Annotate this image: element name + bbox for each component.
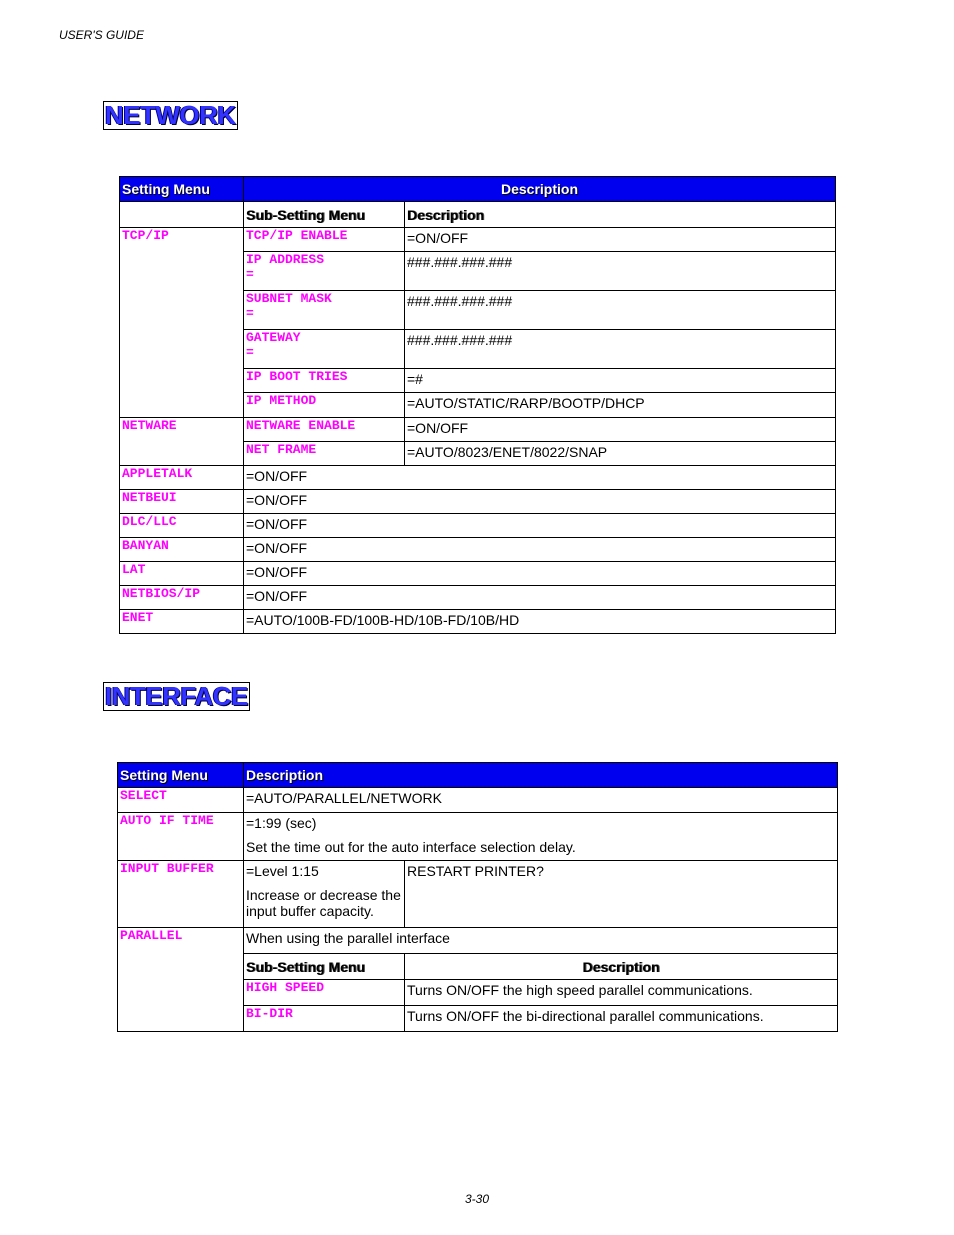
page-number: 3-30 bbox=[465, 1192, 490, 1206]
menu-banyan: BANYAN bbox=[120, 538, 244, 562]
desc-restart-printer: RESTART PRINTER? bbox=[405, 861, 838, 928]
menu-enet: ENET bbox=[120, 610, 244, 634]
desc-netbeui: =ON/OFF bbox=[244, 490, 836, 514]
table-row bbox=[120, 538, 836, 562]
submenu-net-frame: NET FRAME bbox=[244, 442, 405, 466]
desc-netbios-ip: =ON/OFF bbox=[244, 586, 836, 610]
menu-netbeui: NETBEUI bbox=[120, 490, 244, 514]
table-row bbox=[118, 861, 838, 928]
submenu-subnet-mask: SUBNET MASK = bbox=[244, 291, 405, 330]
desc-ip-boot-tries: =# bbox=[405, 369, 836, 393]
menu-netbios-ip: NETBIOS/IP bbox=[120, 586, 244, 610]
table-row bbox=[120, 490, 836, 514]
desc-ip-method: =AUTO/STATIC/RARP/BOOTP/DHCP bbox=[405, 393, 836, 418]
desc-gateway: ###.###.###.### bbox=[405, 330, 836, 369]
desc-tcpip-enable: =ON/OFF bbox=[405, 228, 836, 252]
network-table-header bbox=[120, 177, 836, 202]
submenu-ip-method: IP METHOD bbox=[244, 393, 405, 418]
network-subheader-row bbox=[120, 202, 836, 228]
submenu-gateway: GATEWAY = bbox=[244, 330, 405, 369]
menu-select: SELECT bbox=[118, 788, 244, 813]
menu-parallel: PARALLEL bbox=[118, 928, 244, 1032]
menu-tcpip: TCP/IP bbox=[120, 228, 244, 418]
setting-menu-header: Setting Menu bbox=[118, 763, 244, 788]
menu-dlc-llc: DLC/LLC bbox=[120, 514, 244, 538]
interface-table-header bbox=[118, 763, 838, 788]
table-row bbox=[120, 418, 836, 442]
menu-input-buffer: INPUT BUFFER bbox=[118, 861, 244, 928]
table-row bbox=[120, 514, 836, 538]
desc-enet: =AUTO/100B-FD/100B-HD/10B-FD/10B/HD bbox=[244, 610, 836, 634]
desc-bi-dir: Turns ON/OFF the bi-directional parallel communications. bbox=[405, 1006, 838, 1032]
table-row bbox=[120, 228, 836, 252]
menu-lat: LAT bbox=[120, 562, 244, 586]
running-header: USER'S GUIDE bbox=[59, 28, 144, 42]
desc-net-frame: =AUTO/8023/ENET/8022/SNAP bbox=[405, 442, 836, 466]
setting-menu-header: Setting Menu bbox=[120, 177, 244, 202]
submenu-bi-dir: BI-DIR bbox=[244, 1006, 405, 1032]
table-row bbox=[118, 813, 838, 861]
sub-setting-menu-header: Sub-Setting Menu bbox=[244, 202, 405, 228]
table-row bbox=[120, 466, 836, 490]
menu-appletalk: APPLETALK bbox=[120, 466, 244, 490]
interface-settings-table bbox=[117, 762, 838, 1032]
interface-section-title: INTERFACE bbox=[105, 681, 248, 711]
table-row bbox=[118, 788, 838, 813]
desc-input-buffer: =Level 1:15 Increase or decrease the input buffer capacity. bbox=[244, 861, 405, 928]
desc-auto-if-time: =1:99 (sec) Set the time out for the auto interface selection delay. bbox=[244, 813, 838, 861]
network-settings-table bbox=[119, 176, 836, 634]
desc-banyan: =ON/OFF bbox=[244, 538, 836, 562]
network-section-title: NETWORK bbox=[105, 100, 236, 130]
desc-ip-address: ###.###.###.### bbox=[405, 252, 836, 291]
sub-description-header: Description bbox=[405, 202, 836, 228]
desc-lat: =ON/OFF bbox=[244, 562, 836, 586]
table-row bbox=[120, 562, 836, 586]
submenu-ip-address: IP ADDRESS = bbox=[244, 252, 405, 291]
sub-setting-menu-header: Sub-Setting Menu bbox=[244, 954, 405, 980]
table-row bbox=[118, 928, 838, 954]
desc-appletalk: =ON/OFF bbox=[244, 466, 836, 490]
desc-subnet-mask: ###.###.###.### bbox=[405, 291, 836, 330]
submenu-ip-boot-tries: IP BOOT TRIES bbox=[244, 369, 405, 393]
description-header: Description bbox=[244, 177, 836, 202]
desc-netware-enable: =ON/OFF bbox=[405, 418, 836, 442]
table-row bbox=[120, 586, 836, 610]
submenu-high-speed: HIGH SPEED bbox=[244, 980, 405, 1006]
submenu-tcpip-enable: TCP/IP ENABLE bbox=[244, 228, 405, 252]
menu-auto-if-time: AUTO IF TIME bbox=[118, 813, 244, 861]
table-row bbox=[120, 610, 836, 634]
description-header: Description bbox=[244, 763, 838, 788]
menu-netware: NETWARE bbox=[120, 418, 244, 466]
desc-high-speed: Turns ON/OFF the high speed parallel communications. bbox=[405, 980, 838, 1006]
desc-parallel: When using the parallel interface bbox=[244, 928, 838, 954]
sub-description-header: Description bbox=[405, 954, 838, 980]
submenu-netware-enable: NETWARE ENABLE bbox=[244, 418, 405, 442]
desc-dlc-llc: =ON/OFF bbox=[244, 514, 836, 538]
desc-select: =AUTO/PARALLEL/NETWORK bbox=[244, 788, 838, 813]
